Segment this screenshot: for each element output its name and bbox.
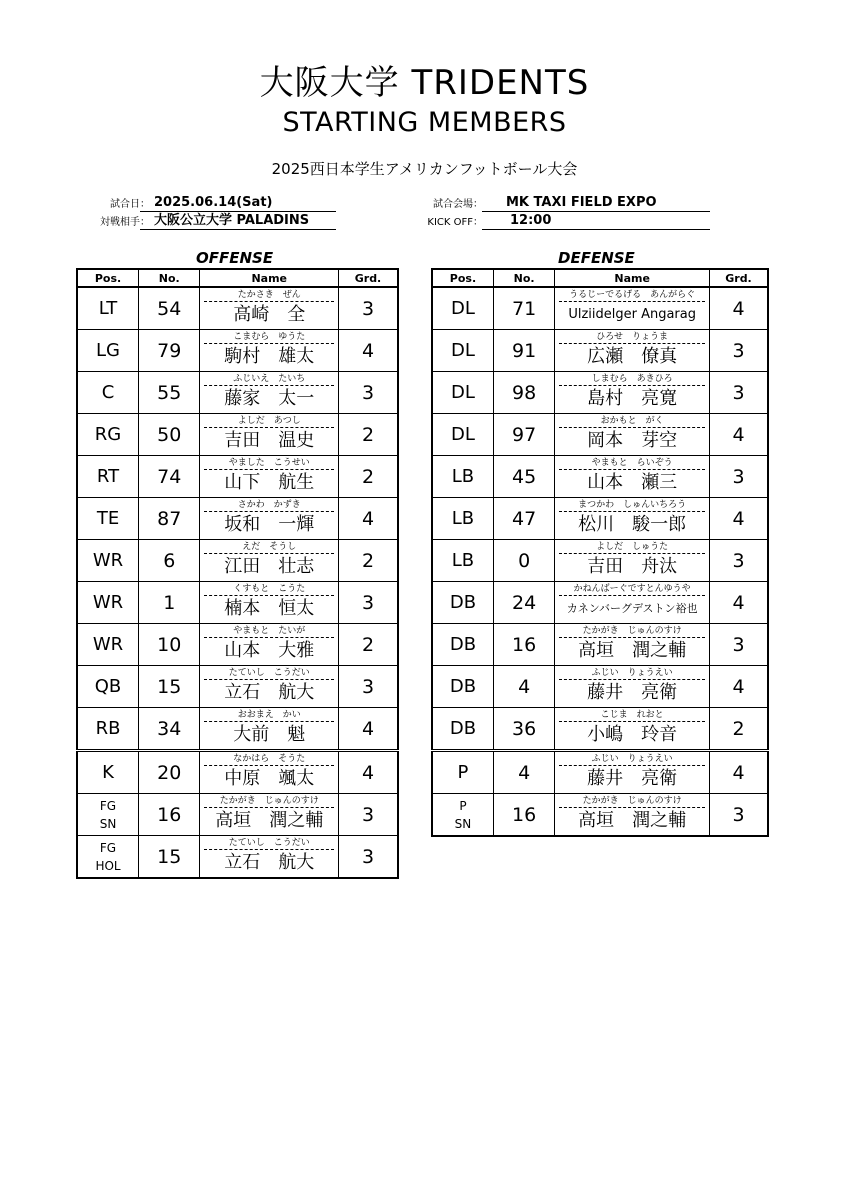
- no-cell: 45: [493, 456, 554, 498]
- table-row: [432, 456, 768, 498]
- name-reading: やまもと らいぞう: [559, 457, 705, 470]
- pos-line-1: FG: [99, 840, 117, 855]
- player-name: カネンバーグデストン裕也: [566, 602, 698, 615]
- date-label: 試合日：: [110, 199, 150, 210]
- player-name: 山下 航生: [224, 472, 315, 493]
- no-cell: 50: [139, 414, 200, 456]
- venue-label: 試合会場：: [433, 199, 483, 210]
- name-reading: ふじい りょうえい: [559, 667, 705, 680]
- pos-header: Pos.: [432, 269, 493, 287]
- table-row: [432, 498, 768, 540]
- grade-cell: 3: [338, 666, 398, 708]
- name-reading: おおまえ かい: [204, 709, 334, 722]
- no-cell: 74: [139, 456, 200, 498]
- table-row: [77, 666, 398, 708]
- name-cell: [200, 582, 339, 624]
- name-reading: たかさき ぜん: [204, 289, 334, 302]
- defense-title: DEFENSE: [558, 249, 635, 267]
- grade-cell: 3: [338, 836, 398, 879]
- name-reading: たかがき じゅんのすけ: [559, 625, 705, 638]
- name-cell: [555, 582, 710, 624]
- grade-cell: 3: [338, 582, 398, 624]
- tournament-name: 2025西日本学生アメリカンフットボール大会: [271, 160, 578, 178]
- pos-cell: K: [77, 751, 139, 794]
- no-cell: 16: [139, 794, 200, 836]
- player-name: 小嶋 玲音: [587, 724, 678, 745]
- pos-cell: DL: [432, 287, 493, 330]
- name-reading: ふじい りょうえい: [559, 753, 705, 766]
- player-name: 藤井 亮衛: [587, 768, 678, 789]
- table-row: [432, 666, 768, 708]
- player-name: 岡本 芽空: [587, 430, 678, 451]
- no-cell: 16: [493, 624, 554, 666]
- name-cell: [555, 498, 710, 540]
- no-cell: 36: [493, 708, 554, 751]
- pos-cell: DL: [432, 330, 493, 372]
- grade-cell: 4: [338, 498, 398, 540]
- pos-cell: TE: [77, 498, 139, 540]
- pos-cell: DB: [432, 624, 493, 666]
- name-cell: [200, 498, 339, 540]
- name-reading: えだ そうし: [204, 541, 334, 554]
- name-reading: かねんばーぐですとんゆうや: [559, 583, 705, 596]
- defense-table: [431, 268, 769, 837]
- table-row: [77, 498, 398, 540]
- no-cell: 87: [139, 498, 200, 540]
- no-cell: 47: [493, 498, 554, 540]
- name-reading: ふじいえ たいち: [204, 373, 334, 386]
- name-cell: [555, 287, 710, 330]
- pos-cell: DB: [432, 582, 493, 624]
- table-row: [432, 540, 768, 582]
- player-name: 大前 魁: [233, 724, 306, 745]
- no-cell: 10: [139, 624, 200, 666]
- name-reading: やました こうせい: [204, 457, 334, 470]
- no-cell: 24: [493, 582, 554, 624]
- name-header: Name: [555, 269, 710, 287]
- pos-header: Pos.: [77, 269, 139, 287]
- grade-cell: 3: [710, 624, 769, 666]
- no-cell: 91: [493, 330, 554, 372]
- name-reading: こじま れおと: [559, 709, 705, 722]
- name-cell: [555, 794, 710, 837]
- grd-header: Grd.: [710, 269, 769, 287]
- table-row: [432, 751, 768, 794]
- grade-cell: 2: [338, 624, 398, 666]
- grade-cell: 4: [710, 751, 769, 794]
- kickoff-value: 12:00: [482, 213, 710, 230]
- pos-cell: QB: [77, 666, 139, 708]
- grade-cell: 4: [338, 330, 398, 372]
- name-cell: [200, 794, 339, 836]
- player-name: 駒村 雄太: [224, 346, 315, 367]
- no-cell: 6: [139, 540, 200, 582]
- pos-cell: WR: [77, 582, 139, 624]
- player-name: 広瀬 僚真: [587, 346, 678, 367]
- no-header: No.: [139, 269, 200, 287]
- no-cell: 15: [139, 836, 200, 879]
- no-cell: 79: [139, 330, 200, 372]
- grade-cell: 4: [710, 582, 769, 624]
- opponent-label: 対戦相手：: [100, 217, 150, 228]
- player-name: Ulziidelger Angarag: [568, 307, 696, 322]
- name-cell: [200, 624, 339, 666]
- name-cell: [200, 540, 339, 582]
- name-reading: なかはら そうた: [204, 753, 334, 766]
- name-reading: たていし こうだい: [204, 837, 334, 850]
- name-reading: やまもと たいが: [204, 625, 334, 638]
- player-name: 高崎 全: [233, 304, 306, 325]
- name-reading: ひろせ りょうま: [559, 331, 705, 344]
- grade-cell: 4: [710, 666, 769, 708]
- name-reading: こまむら ゆうた: [204, 331, 334, 344]
- pos-cell: RT: [77, 456, 139, 498]
- pos-cell: DB: [432, 708, 493, 751]
- name-cell: [555, 414, 710, 456]
- grade-cell: 3: [710, 372, 769, 414]
- name-reading: しまむら あきひろ: [559, 373, 705, 386]
- no-header: No.: [493, 269, 554, 287]
- name-reading: よしだ しゅうた: [559, 541, 705, 554]
- table-row: [77, 414, 398, 456]
- table-row: [77, 330, 398, 372]
- name-cell: [555, 624, 710, 666]
- grade-cell: 4: [710, 287, 769, 330]
- no-cell: 54: [139, 287, 200, 330]
- pos-cell: DB: [432, 666, 493, 708]
- table-row: [432, 372, 768, 414]
- table-row: [77, 794, 398, 836]
- player-name: 山本 瀬三: [587, 472, 678, 493]
- player-name: 高垣 潤之輔: [578, 640, 687, 661]
- table-row: [432, 287, 768, 330]
- pos-cell: DL: [432, 414, 493, 456]
- table-row: [77, 372, 398, 414]
- pos-line-2: SN: [454, 816, 472, 831]
- name-cell: [200, 330, 339, 372]
- grade-cell: 4: [710, 414, 769, 456]
- name-reading: くすもと こうた: [204, 583, 334, 596]
- player-name: 中原 颯太: [224, 768, 315, 789]
- pos-line-2: HOL: [95, 858, 121, 873]
- grade-cell: 3: [710, 456, 769, 498]
- player-name: 坂和 一輝: [224, 514, 315, 535]
- grade-cell: 4: [338, 708, 398, 751]
- pos-line-1: FG: [99, 798, 117, 813]
- player-name: 吉田 温史: [224, 430, 315, 451]
- date-value: 2025.06.14(Sat): [140, 195, 336, 212]
- pos-cell: WR: [77, 624, 139, 666]
- player-name: 松川 駿一郎: [578, 514, 687, 535]
- grade-cell: 2: [338, 414, 398, 456]
- name-reading: うるじーでるげる あんがらぐ: [559, 289, 705, 302]
- pos-cell: [77, 794, 139, 836]
- table-row: [77, 582, 398, 624]
- offense-title: OFFENSE: [196, 249, 274, 267]
- no-cell: 20: [139, 751, 200, 794]
- pos-cell: RG: [77, 414, 139, 456]
- table-row: [432, 414, 768, 456]
- grade-cell: 2: [338, 456, 398, 498]
- table-row: [77, 751, 398, 794]
- player-name: 藤家 太一: [224, 388, 315, 409]
- table-row: [77, 456, 398, 498]
- name-cell: [555, 666, 710, 708]
- offense-table: [76, 268, 399, 879]
- name-cell: [555, 456, 710, 498]
- pos-cell: WR: [77, 540, 139, 582]
- no-cell: 71: [493, 287, 554, 330]
- name-reading: たかがき じゅんのすけ: [559, 795, 705, 808]
- no-cell: 16: [493, 794, 554, 837]
- grade-cell: 3: [338, 372, 398, 414]
- no-cell: 4: [493, 751, 554, 794]
- pos-cell: LB: [432, 456, 493, 498]
- name-reading: たていし こうだい: [204, 667, 334, 680]
- no-cell: 98: [493, 372, 554, 414]
- table-row: [432, 794, 768, 837]
- player-name: 高垣 潤之輔: [215, 810, 324, 831]
- table-row: [77, 540, 398, 582]
- table-row: [77, 708, 398, 751]
- pos-cell: [432, 794, 493, 837]
- pos-cell: DL: [432, 372, 493, 414]
- name-cell: [555, 330, 710, 372]
- grade-cell: 3: [710, 794, 769, 837]
- name-cell: [555, 751, 710, 794]
- grade-cell: 3: [710, 330, 769, 372]
- player-name: 藤井 亮衛: [587, 682, 678, 703]
- pos-cell: LG: [77, 330, 139, 372]
- pos-line-2: SN: [99, 816, 117, 831]
- venue-value: MK TAXI FIELD EXPO: [482, 195, 710, 212]
- pos-cell: C: [77, 372, 139, 414]
- table-row: [432, 624, 768, 666]
- name-cell: [555, 540, 710, 582]
- name-cell: [200, 456, 339, 498]
- no-cell: 97: [493, 414, 554, 456]
- grd-header: Grd.: [338, 269, 398, 287]
- grade-cell: 3: [338, 287, 398, 330]
- name-cell: [555, 372, 710, 414]
- no-cell: 1: [139, 582, 200, 624]
- player-name: 高垣 潤之輔: [578, 810, 687, 831]
- table-row: [432, 582, 768, 624]
- pos-cell: RB: [77, 708, 139, 751]
- player-name: 吉田 舟汰: [587, 556, 678, 577]
- name-reading: たかがき じゅんのすけ: [204, 795, 334, 808]
- no-cell: 55: [139, 372, 200, 414]
- offense-header-row: [77, 269, 398, 287]
- defense-header-row: [432, 269, 768, 287]
- name-cell: [200, 751, 339, 794]
- name-cell: [555, 708, 710, 751]
- table-row: [432, 708, 768, 751]
- team-title: 大阪大学 TRIDENTS: [259, 63, 590, 103]
- grade-cell: 4: [710, 498, 769, 540]
- name-cell: [200, 708, 339, 751]
- pos-cell: LB: [432, 498, 493, 540]
- grade-cell: 3: [710, 540, 769, 582]
- no-cell: 0: [493, 540, 554, 582]
- grade-cell: 2: [710, 708, 769, 751]
- name-header: Name: [200, 269, 339, 287]
- page-subtitle: STARTING MEMBERS: [282, 107, 567, 138]
- player-name: 楠本 恒太: [224, 598, 315, 619]
- table-row: [77, 836, 398, 879]
- pos-cell: LT: [77, 287, 139, 330]
- name-reading: おかもと がく: [559, 415, 705, 428]
- name-cell: [200, 836, 339, 879]
- name-reading: まつかわ しゅんいちろう: [559, 499, 705, 512]
- pos-cell: LB: [432, 540, 493, 582]
- no-cell: 34: [139, 708, 200, 751]
- player-name: 立石 航大: [224, 682, 315, 703]
- player-name: 島村 亮寛: [587, 388, 678, 409]
- grade-cell: 4: [338, 751, 398, 794]
- name-reading: さかわ かずき: [204, 499, 334, 512]
- table-row: [77, 624, 398, 666]
- player-name: 山本 大雅: [224, 640, 315, 661]
- no-cell: 15: [139, 666, 200, 708]
- name-cell: [200, 414, 339, 456]
- player-name: 立石 航大: [224, 852, 315, 873]
- pos-line-1: P: [459, 798, 467, 813]
- name-cell: [200, 666, 339, 708]
- grade-cell: 3: [338, 794, 398, 836]
- table-row: [432, 330, 768, 372]
- no-cell: 4: [493, 666, 554, 708]
- pos-cell: P: [432, 751, 493, 794]
- name-cell: [200, 372, 339, 414]
- table-row: [77, 287, 398, 330]
- opponent-value: 大阪公立大学 PALADINS: [140, 213, 336, 230]
- name-reading: よしだ あつし: [204, 415, 334, 428]
- name-cell: [200, 287, 339, 330]
- pos-cell: [77, 836, 139, 879]
- kickoff-label: KICK OFF：: [427, 217, 483, 228]
- player-name: 江田 壮志: [224, 556, 315, 577]
- grade-cell: 2: [338, 540, 398, 582]
